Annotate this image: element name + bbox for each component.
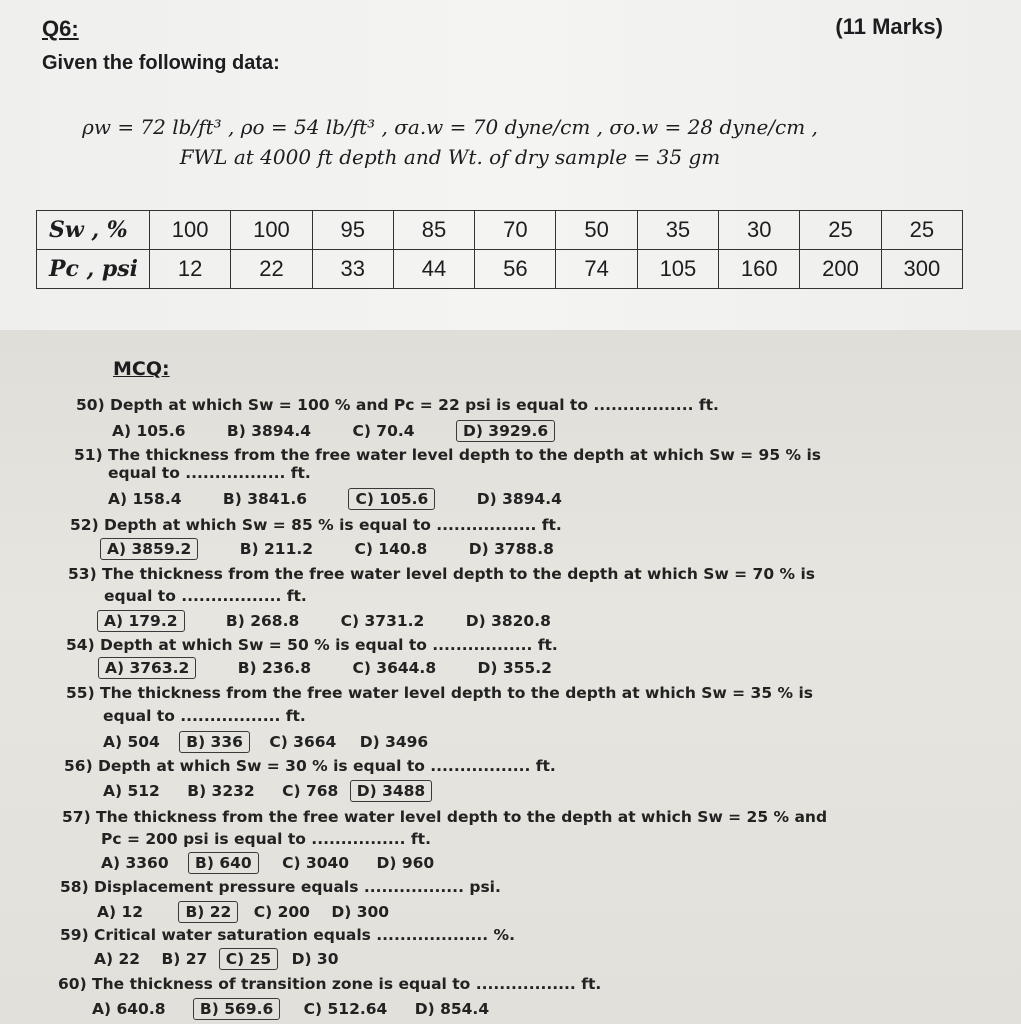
pc-cell: 12 <box>150 250 231 289</box>
pc-cell: 74 <box>556 250 637 289</box>
q57-option-d[interactable]: D) 960 <box>376 854 435 872</box>
q55-text-1: 55) The thickness from the free water level depth to the depth at which Sw = 35 % is <box>66 684 813 702</box>
q56-option-d-selected[interactable]: D) 3488 <box>350 780 433 802</box>
q58-option-a[interactable]: A) 12 <box>97 903 144 921</box>
q55-option-a[interactable]: A) 504 <box>103 733 160 751</box>
q50-option-d-selected[interactable]: D) 3929.6 <box>456 420 555 442</box>
q55-option-c[interactable]: C) 3664 <box>269 733 337 751</box>
q56-text: 56) Depth at which Sw = 30 % is equal to ................. ft. <box>64 757 556 775</box>
q50-option-b[interactable]: B) 3894.4 <box>226 422 312 440</box>
q57-option-b-selected[interactable]: B) 640 <box>188 852 259 874</box>
formula-line-2: FWL at 4000 ft depth and Wt. of dry sample = 35 gm <box>179 145 721 169</box>
sw-cell: 30 <box>719 211 800 250</box>
sw-cell: 95 <box>312 211 393 250</box>
question-title: Q6: <box>42 16 79 41</box>
q51-text-2: equal to ................. ft. <box>108 464 311 482</box>
q51-option-c-selected[interactable]: C) 105.6 <box>348 488 435 510</box>
marks-label: (11 Marks) <box>835 14 943 39</box>
q60-options <box>92 998 525 1020</box>
q54-text: 54) Depth at which Sw = 50 % is equal to ................. ft. <box>66 636 558 654</box>
q56-option-a[interactable]: A) 512 <box>103 782 160 800</box>
sw-cell: 35 <box>637 211 718 250</box>
q57-text-2: Pc = 200 psi is equal to ................ ft. <box>101 830 431 848</box>
q50-text: 50) Depth at which Sw = 100 % and Pc = 22 psi is equal to ................. ft. <box>76 396 719 414</box>
mcq-heading: MCQ: <box>113 358 170 380</box>
sw-row <box>37 211 963 250</box>
sw-cell: 70 <box>475 211 556 250</box>
q57-option-c[interactable]: C) 3040 <box>282 854 350 872</box>
pc-cell: 105 <box>637 250 718 289</box>
q55-text-2: equal to ................. ft. <box>103 707 306 725</box>
q54-option-d[interactable]: D) 355.2 <box>477 659 552 677</box>
q58-option-b-selected[interactable]: B) 22 <box>178 901 238 923</box>
formula-line-1: ρw = 72 lb/ft³ , ρo = 54 lb/ft³ , σa.w = 70 dyne/cm , σo.w = 28 dyne/cm , <box>82 115 818 139</box>
q53-option-b[interactable]: B) 268.8 <box>225 612 300 630</box>
pc-cell: 44 <box>393 250 474 289</box>
q53-text-1: 53) The thickness from the free water level depth to the depth at which Sw = 70 % is <box>68 565 815 583</box>
q56-options <box>103 780 468 802</box>
pc-cell: 160 <box>719 250 800 289</box>
q52-option-a-selected[interactable]: A) 3859.2 <box>100 538 198 560</box>
q54-option-c[interactable]: C) 3644.8 <box>352 659 437 677</box>
data-table <box>36 210 963 289</box>
q51-option-b[interactable]: B) 3841.6 <box>222 490 308 508</box>
pc-cell: 300 <box>881 250 962 289</box>
q52-options <box>100 538 590 560</box>
q58-text: 58) Displacement pressure equals ................. psi. <box>60 878 501 896</box>
q59-option-a[interactable]: A) 22 <box>94 950 141 968</box>
q55-option-d[interactable]: D) 3496 <box>359 733 429 751</box>
sw-cell: 100 <box>150 211 231 250</box>
sw-cell: 25 <box>881 211 962 250</box>
q54-option-a-selected[interactable]: A) 3763.2 <box>98 657 196 679</box>
pc-cell: 22 <box>231 250 312 289</box>
q53-option-a-selected[interactable]: A) 179.2 <box>97 610 185 632</box>
q53-option-c[interactable]: C) 3731.2 <box>340 612 425 630</box>
q59-option-d[interactable]: D) 30 <box>291 950 339 968</box>
q55-options <box>103 731 464 753</box>
pc-row <box>37 250 963 289</box>
q58-option-c[interactable]: C) 200 <box>253 903 310 921</box>
pc-row-label: Pc , psi <box>37 250 150 289</box>
sw-row-label: Sw , % <box>37 211 150 250</box>
q54-option-b[interactable]: B) 236.8 <box>237 659 312 677</box>
q50-options <box>112 420 591 442</box>
sw-cell: 100 <box>231 211 312 250</box>
q52-text: 52) Depth at which Sw = 85 % is equal to ................. ft. <box>70 516 562 534</box>
q53-text-2: equal to ................. ft. <box>104 587 307 605</box>
q53-options <box>97 610 587 632</box>
pc-cell: 56 <box>475 250 556 289</box>
q57-text-1: 57) The thickness from the free water level depth to the depth at which Sw = 25 % and <box>62 808 828 826</box>
q60-option-b-selected[interactable]: B) 569.6 <box>193 998 280 1020</box>
q56-option-c[interactable]: C) 768 <box>282 782 339 800</box>
q53-option-d[interactable]: D) 3820.8 <box>465 612 551 630</box>
q60-text: 60) The thickness of transition zone is equal to ................. ft. <box>58 975 602 993</box>
q59-options <box>94 948 375 970</box>
q58-options <box>97 901 425 923</box>
pc-cell: 200 <box>800 250 881 289</box>
q58-option-d[interactable]: D) 300 <box>331 903 390 921</box>
q59-option-c-selected[interactable]: C) 25 <box>219 948 278 970</box>
sw-cell: 25 <box>800 211 881 250</box>
q59-text: 59) Critical water saturation equals ................... %. <box>60 926 515 944</box>
q60-option-a[interactable]: A) 640.8 <box>92 1000 166 1018</box>
q54-options <box>98 657 588 679</box>
sw-cell: 85 <box>393 211 474 250</box>
q50-option-a[interactable]: A) 105.6 <box>112 422 186 440</box>
q50-option-c[interactable]: C) 70.4 <box>352 422 415 440</box>
top-sheet <box>0 0 1021 330</box>
q52-option-d[interactable]: D) 3788.8 <box>468 540 554 558</box>
pc-cell: 33 <box>312 250 393 289</box>
q51-options <box>108 488 598 510</box>
given-label: Given the following data: <box>42 52 280 74</box>
sw-cell: 50 <box>556 211 637 250</box>
q57-options <box>101 852 470 874</box>
q52-option-c[interactable]: C) 140.8 <box>354 540 428 558</box>
q52-option-b[interactable]: B) 211.2 <box>239 540 314 558</box>
q60-option-d[interactable]: D) 854.4 <box>414 1000 490 1018</box>
q57-option-a[interactable]: A) 3360 <box>101 854 169 872</box>
q56-option-b[interactable]: B) 3232 <box>187 782 255 800</box>
q55-option-b-selected[interactable]: B) 336 <box>179 731 250 753</box>
q51-text-1: 51) The thickness from the free water level depth to the depth at which Sw = 95 % is <box>74 446 821 464</box>
q51-option-a[interactable]: A) 158.4 <box>108 490 182 508</box>
q60-option-c[interactable]: C) 512.64 <box>303 1000 388 1018</box>
q51-option-d[interactable]: D) 3894.4 <box>476 490 562 508</box>
q59-option-b[interactable]: B) 27 <box>161 950 208 968</box>
